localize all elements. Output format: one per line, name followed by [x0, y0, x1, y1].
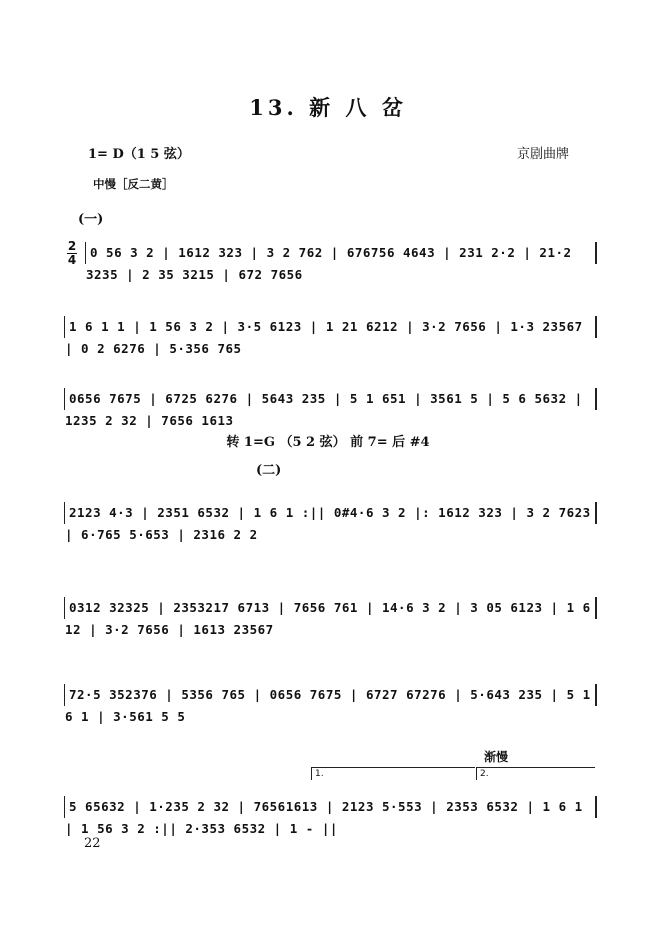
staff-line-text: 5 65632 | 1·235 2 32 | 76561613 | 2123 5·553 | 2353 6532 | 1 6 1 | 1 56 3 2 :|| 2·353 6532 | 1 - ||	[65, 799, 583, 836]
staff-line-5	[64, 597, 597, 637]
staff-line-7	[64, 796, 597, 836]
staff-line-text: 0312 32325 | 2353217 6713 | 7656 761 | 14·6 3 2 | 3 05 6123 | 1 6 12 | 3·2 7656 | 1613 23567	[65, 600, 591, 637]
staff-line-text: 1 6 1 1 | 1 56 3 2 | 3·5 6123 | 1 21 6212 | 3·2 7656 | 1·3 23567 | 0 2 6276 | 5·356 765	[65, 319, 583, 356]
staff-line-text: 0 56 3 2 | 1612 323 | 3 2 762 | 676756 4643 | 231 2·2 | 21·2 3235 | 2 35 3215 | 672 7656	[86, 245, 572, 282]
time-signature-bottom: 4	[67, 253, 77, 267]
time-signature-top: 2	[67, 239, 77, 253]
section-label-2: (二)	[256, 463, 282, 478]
volta-bracket-1: 1.	[311, 767, 475, 780]
staff-line-2	[64, 316, 597, 356]
tempo-marking: 中慢［反二黄］	[93, 177, 174, 191]
staff-line-3	[64, 388, 597, 428]
section-label-1: (一)	[78, 212, 104, 227]
staff-line-text: 72·5 352376 | 5356 765 | 0656 7675 | 6727 67276 | 5·643 235 | 5 1 6 1 | 3·561 5 5	[65, 687, 591, 724]
staff-line-6	[64, 684, 597, 724]
genre-label: 京剧曲牌	[517, 147, 570, 162]
page-title: 13. 新 八 岔	[249, 95, 407, 120]
key-signature: 1= D（1 5 弦）	[88, 147, 190, 162]
staff-line-text: 2123 4·3 | 2351 6532 | 1 6 1 :|| 0#4·6 3 2 |: 1612 323 | 3 2 7623 | 6·765 5·653 | 2316 2 2	[65, 505, 591, 542]
volta-bracket-2: 2.	[476, 767, 595, 780]
staff-line-4	[64, 502, 597, 542]
staff-line-text: 0656 7675 | 6725 6276 | 5643 235 | 5 1 651 | 3561 5 | 5 6 5632 | 1235 2 32 | 7656 1613	[65, 391, 583, 428]
time-signature	[67, 240, 77, 267]
expression-marking: 渐慢	[484, 750, 509, 764]
staff-line-1	[85, 242, 597, 282]
modulation-marking: 转 1=G （5 2 弦） 前 7= 后 #4	[226, 435, 430, 450]
page-number: 22	[84, 836, 101, 851]
